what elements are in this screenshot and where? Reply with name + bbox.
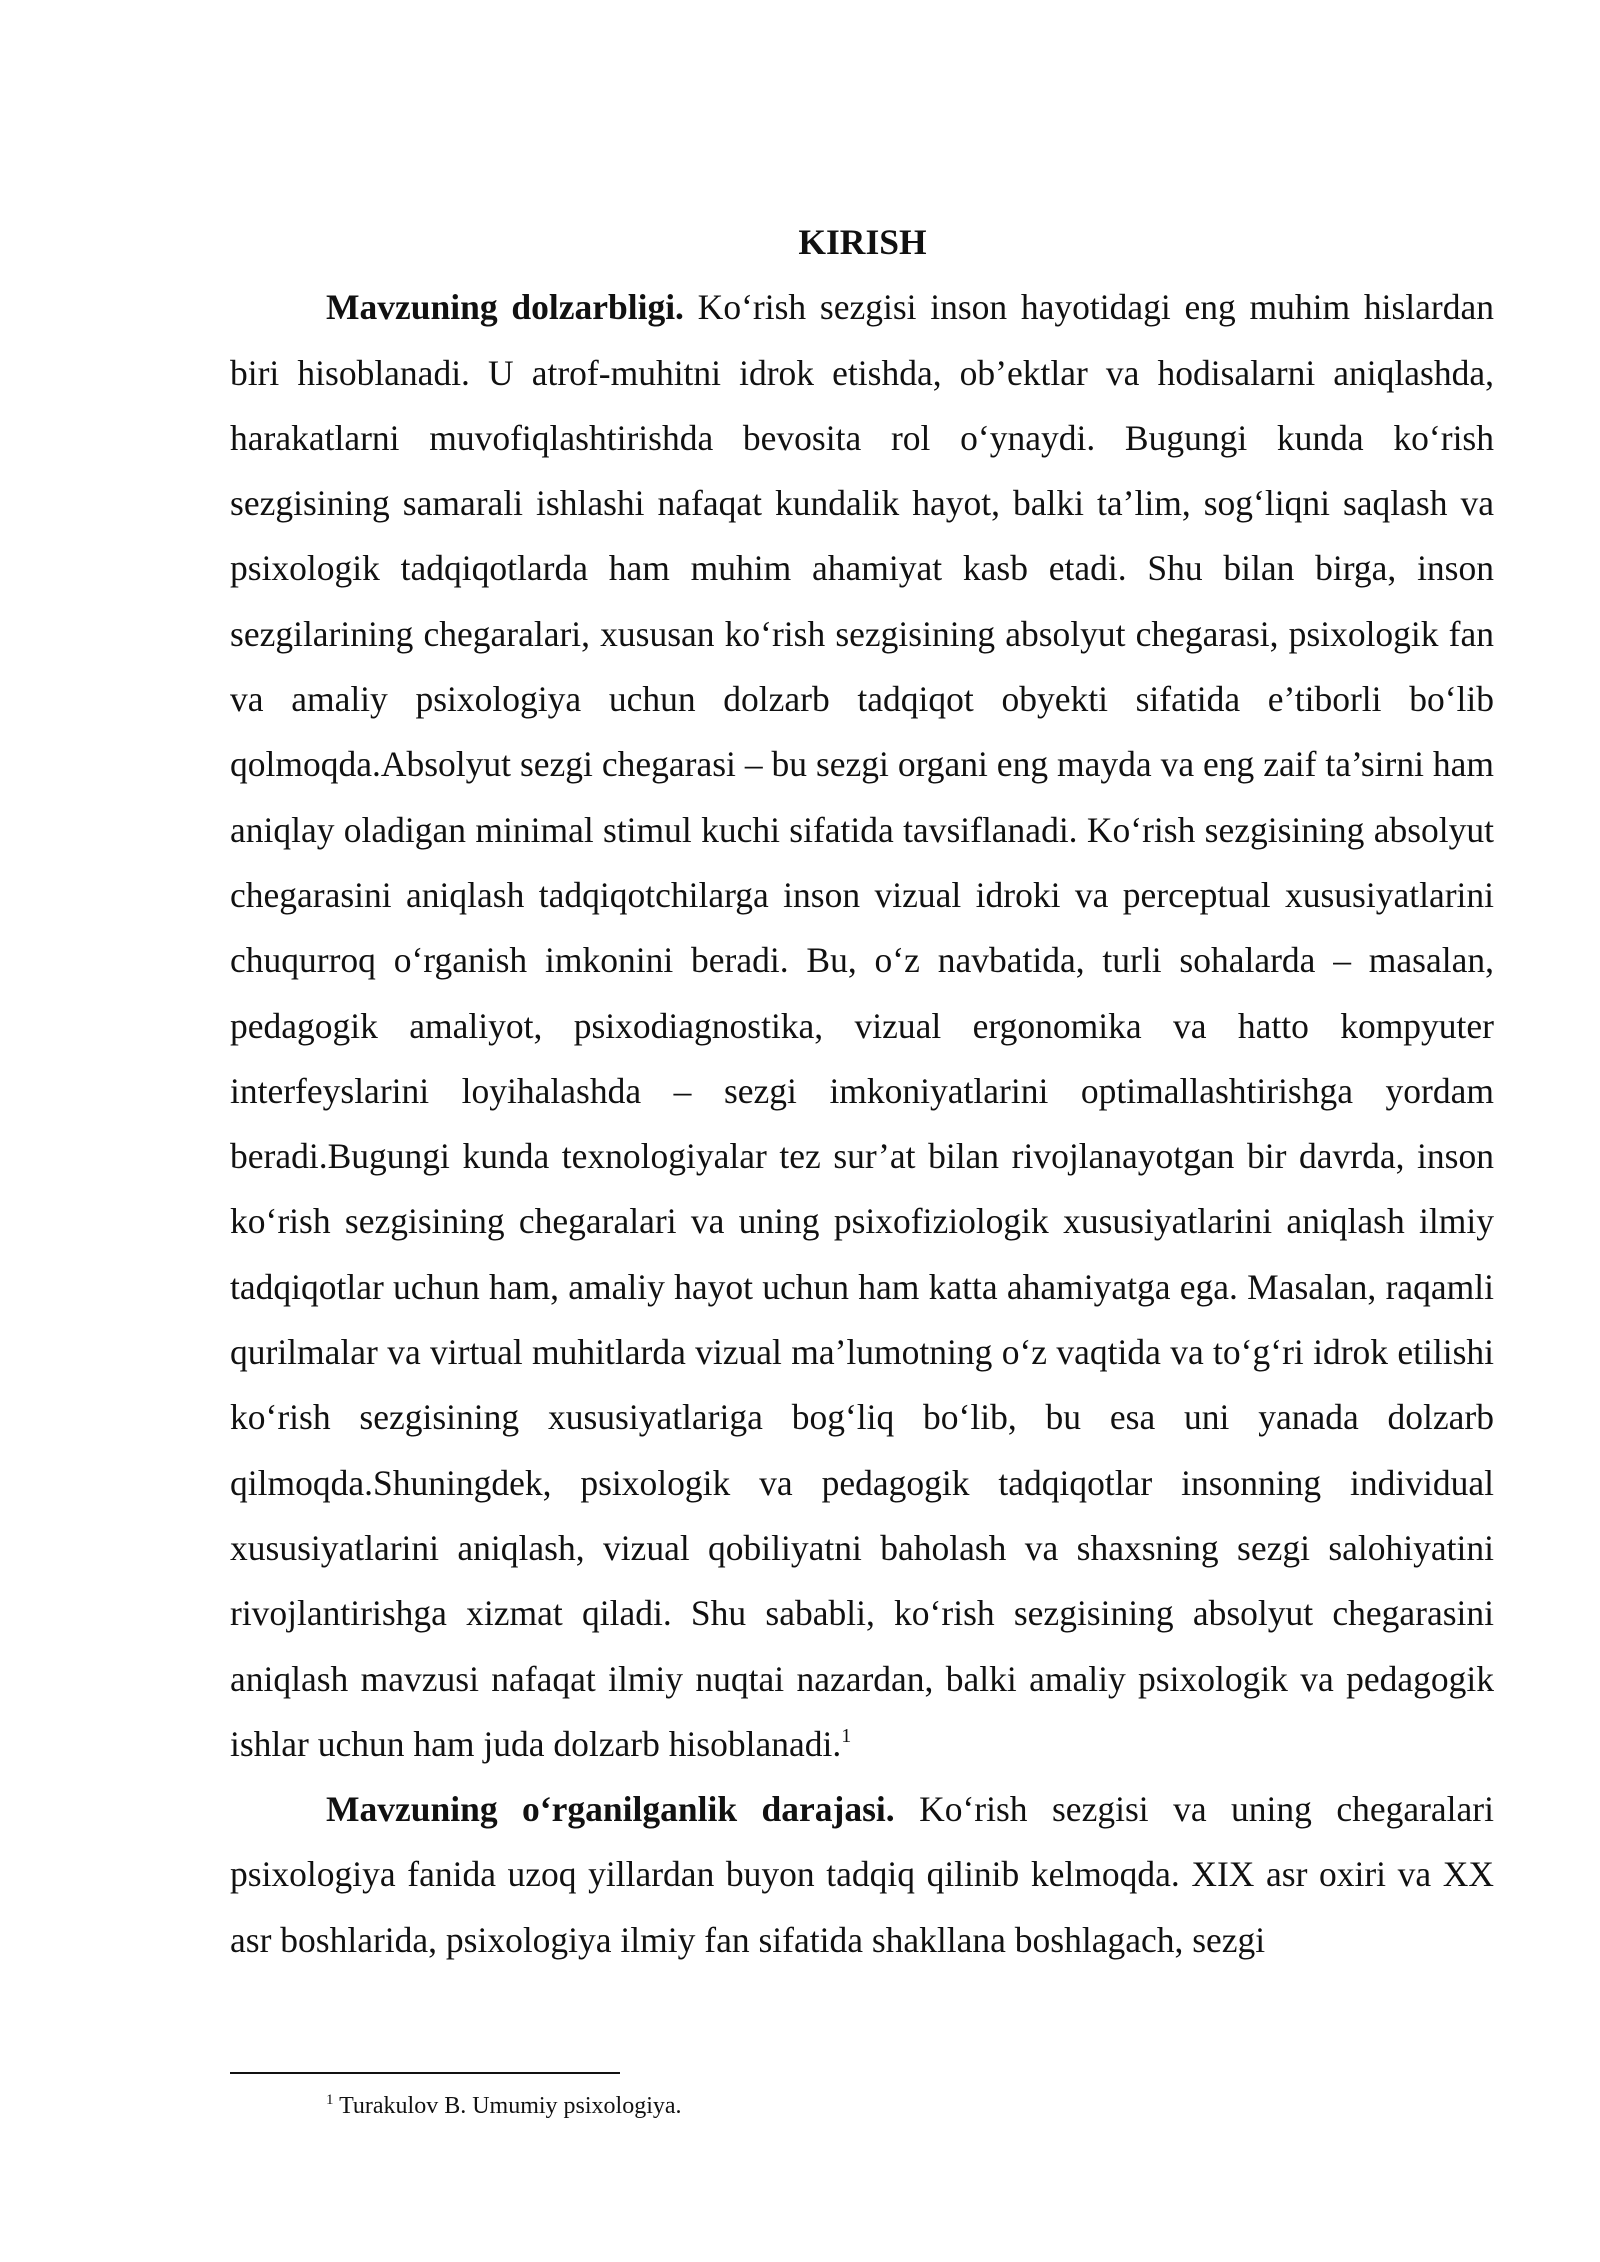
footnote-separator (230, 2072, 620, 2074)
paragraph-lead-relevance: Mavzuning dolzarbligi. (326, 287, 684, 328)
page-title: KIRISH (798, 222, 927, 262)
paragraph-relevance (230, 275, 1494, 1777)
paragraph-study-level (230, 1777, 1494, 1973)
footnote (326, 2091, 682, 2121)
footnote-reference[interactable]: 1 (841, 1724, 852, 1747)
paragraph-text-study-level: Ko‘rish sezgisi va uning chegaralari psixologiya fanida uzoq yillardan buyon tadqiq qilinib kelmoqda. XIX asr oxiri va XX asr boshlarida, psixologiya ilmiy fan sifatida shakllana boshlagach, sezgi (230, 1789, 1494, 1960)
paragraph-lead-study-level: Mavzuning o‘rganilganlik darajasi. (326, 1789, 895, 1830)
footnote-text: Turakulov B. Umumiy psixologiya. (333, 2093, 682, 2119)
paragraph-text-relevance: Ko‘rish sezgisi inson hayotidagi eng muhim hislardan biri hisoblanadi. U atrof-muhitni idrok etishda, ob’ektlar va hodisalarni aniqlashda, harakatlarni muvofiqlashtirishda bevosita rol o‘ynaydi. Bugungi kunda ko‘rish sezgisining samarali ishlashi nafaqat kundalik hayot, balki ta’lim, sog‘liqni saqlash va psixologik tadqiqotlarda ham muhim ahamiyat kasb etadi. Shu bilan birga, inson sezgilarining chegaralari, xususan ko‘rish sezgisining absolyut chegarasi, psixologik fan va amaliy psixologiya uchun dolzarb tadqiqot obyekti sifatida e’tiborli bo‘lib qolmoqda.Absolyut sezgi chegarasi – bu sezgi organi eng mayda va eng zaif ta’sirni ham aniqlay oladigan minimal stimul kuchi sifatida tavsiflanadi. Ko‘rish sezgisining absolyut chegarasini aniqlash tadqiqotchilarga inson vizual idroki va perceptual xususiyatlarini chuqurroq o‘rganish imkonini beradi. Bu, o‘z navbatida, turli sohalarda – masalan, pedagogik amaliyot, psixodiagnostika, vizual ergonomika va hatto kompyuter interfeyslarini loyihalashda – sezgi imkoniyatlarini optimallashtirishga yordam beradi.Bugungi kunda texnologiyalar tez sur’at bilan rivojlanayotgan bir davrda, inson ko‘rish sezgisining chegaralari va uning psixofiziologik xususiyatlarini aniqlash ilmiy tadqiqotlar uchun ham, amaliy hayot uchun ham katta ahamiyatga ega. Masalan, raqamli qurilmalar va virtual muhitlarda vizual ma’lumotning o‘z vaqtida va to‘g‘ri idrok etilishi ko‘rish sezgisining xususiyatlariga bog‘liq bo‘lib, bu esa uni yanada dolzarb qilmoqda.Shuningdek, psixologik va pedagogik tadqiqotlar insonning individual xususiyatlarini aniqlash, vizual qobiliyatni baholash va shaxsning sezgi salohiyatini rivojlantirishga xizmat qiladi. Shu sababli, ko‘rish sezgisining absolyut chegarasini aniqlash mavzusi nafaqat ilmiy nuqtai nazardan, balki amaliy psixologik va pedagogik ishlar uchun ham juda dolzarb hisoblanadi. (230, 287, 1494, 1764)
footnote-number: 1 (326, 2092, 334, 2108)
document-body (230, 210, 1494, 1973)
